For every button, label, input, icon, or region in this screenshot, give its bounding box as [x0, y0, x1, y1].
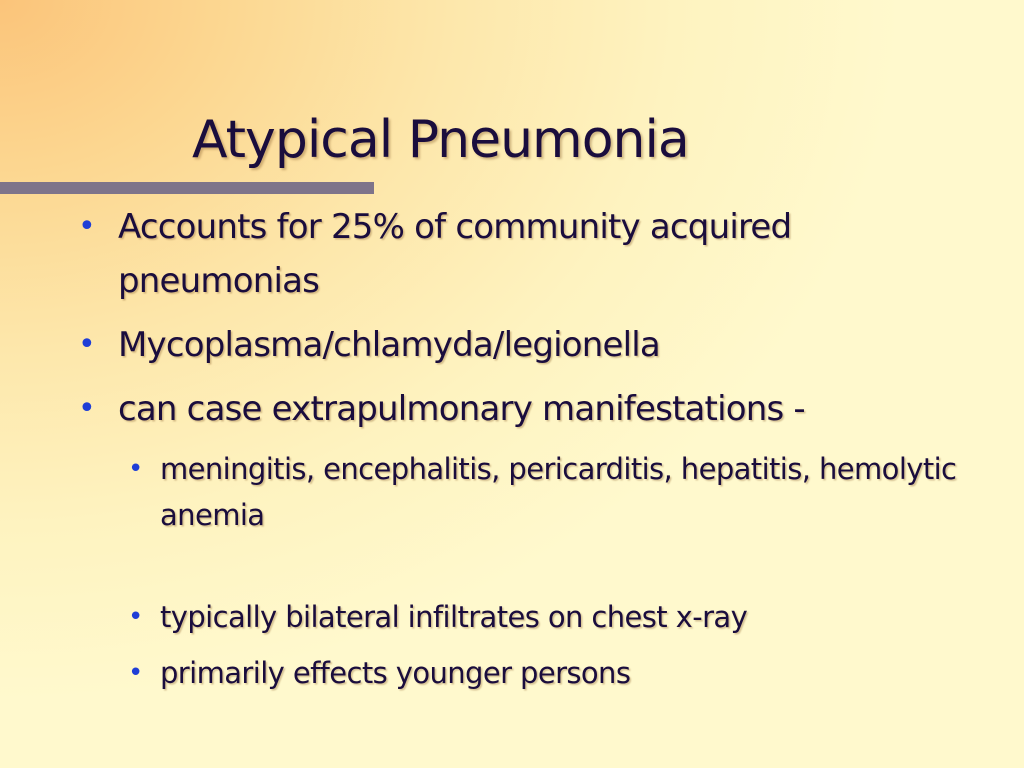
sub-bullet-item — [128, 446, 958, 538]
bullet-item — [78, 318, 958, 372]
bullet-list — [78, 200, 958, 706]
bullet-dot-icon: • — [78, 391, 95, 426]
bullet-text: can case extrapulmonary manifestations - — [118, 389, 805, 429]
slide-title: Atypical Pneumonia — [192, 110, 689, 170]
sub-bullet-text: meningitis, encephalitis, pericarditis, hepatitis, hemolytic anemia — [160, 452, 957, 532]
title-divider — [0, 182, 374, 194]
sub-bullet-item — [128, 594, 958, 640]
sub-bullet-text: typically bilateral infiltrates on chest x-ray — [160, 600, 748, 634]
list-spacer — [78, 548, 958, 594]
bullet-dot-icon: • — [78, 327, 95, 362]
bullet-dot-icon: • — [128, 602, 143, 632]
bullet-dot-icon: • — [128, 658, 143, 688]
sub-bullet-item — [128, 650, 958, 696]
bullet-dot-icon: • — [78, 209, 95, 244]
bullet-text: Mycoplasma/chlamyda/legionella — [118, 325, 660, 365]
bullet-dot-icon: • — [128, 454, 143, 484]
sub-bullet-text: primarily effects younger persons — [160, 656, 631, 690]
bullet-text: Accounts for 25% of community acquired pneumonias — [118, 207, 792, 301]
bullet-item — [78, 382, 958, 436]
bullet-item — [78, 200, 958, 308]
